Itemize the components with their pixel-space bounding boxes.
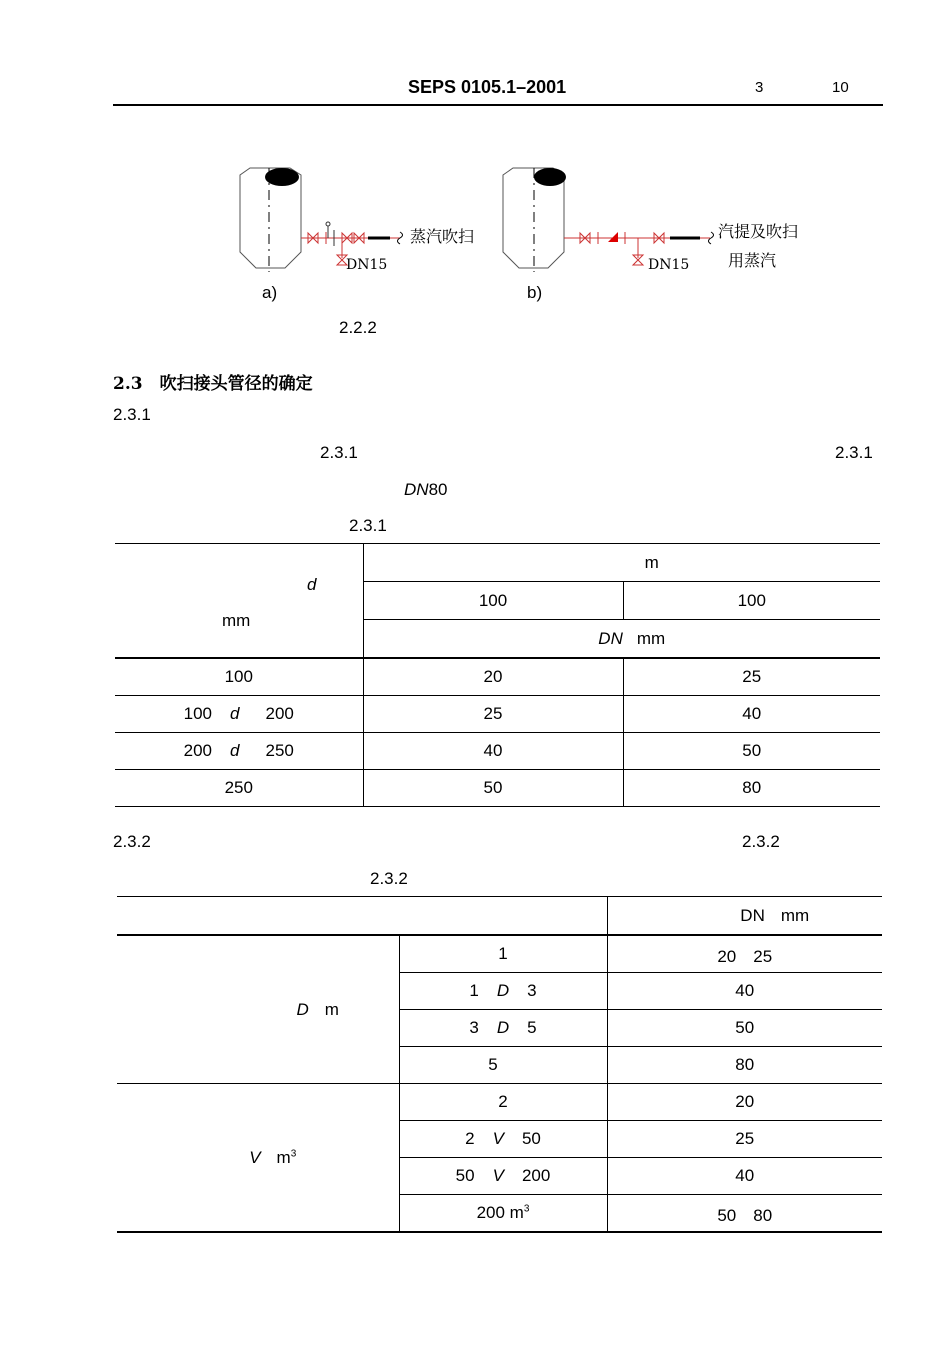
header-rule [113, 104, 883, 106]
table-row: 5 80 [117, 1047, 882, 1084]
table1-caption: 2.3.1 [349, 516, 387, 535]
vessel-b [503, 168, 566, 272]
table2-header-dn: DN mm [607, 897, 882, 936]
steam-label-a: 蒸汽吹扫 [410, 227, 475, 246]
piping-a [301, 222, 474, 273]
table-row: 1 D 3 40 [117, 973, 882, 1010]
page-total: 10 [832, 79, 849, 96]
steam-label-b2: 用蒸汽 [728, 251, 777, 270]
table-row: 50 V 200 40 [117, 1158, 882, 1195]
table-row: 3 D 5 50 [117, 1010, 882, 1047]
table1-header-c1: 100 [363, 582, 623, 620]
symbol-d: d [307, 575, 317, 594]
para-231-number: 2.3.1 [113, 405, 151, 424]
para-231-dn [404, 480, 447, 500]
table-row: 200 $m^3$ 50 80 [117, 1195, 882, 1233]
vessel-a [240, 168, 301, 272]
steam-purge-diagram [230, 160, 820, 280]
table1-header-diameter [115, 544, 363, 659]
table-row: 100 d 200 25 40 [115, 696, 880, 733]
para-232-number: 2.3.2 [113, 832, 151, 851]
doc-id: SEPS 0105.1–2001 [408, 77, 567, 97]
table-row: V $m^3$ 2 20 [117, 1084, 882, 1121]
piping-b [564, 222, 798, 273]
table-row: 200 d 250 40 50 [115, 733, 880, 770]
table2-caption: 2.3.2 [370, 869, 408, 888]
table1-header-dn: DN mm [363, 620, 880, 659]
table-row: 250 50 80 [115, 770, 880, 807]
table2-group-volume: V $m^3$ [117, 1084, 399, 1233]
valve-label-a: DN15 [346, 257, 388, 273]
steam-label-b1: 汽提及吹扫 [718, 222, 799, 241]
table1-header-length: m [363, 544, 880, 582]
table-row: 2 V 50 25 [117, 1121, 882, 1158]
table-2-3-1 [115, 543, 880, 807]
dn-value: 80 [428, 480, 448, 499]
para-231-ref1: 2.3.1 [320, 443, 358, 462]
para-231-ref2: 2.3.1 [835, 443, 873, 462]
caption-a: a) [262, 283, 278, 302]
caption-b: b) [527, 283, 543, 302]
dn-symbol: DN [404, 480, 429, 499]
table-row: D m 1 20 25 [117, 935, 882, 973]
table2-group-diameter: D m [117, 935, 399, 1084]
figure-number: 2.2.2 [339, 318, 377, 337]
valve-label-b: DN15 [648, 257, 690, 273]
table-2-3-2 [117, 896, 882, 1233]
unit-mm: mm [222, 611, 251, 630]
table-row: 100 20 25 [115, 658, 880, 696]
table2-header-blank [117, 897, 607, 936]
section-title: 2.3 吹扫接头管径的确定 [113, 374, 313, 394]
table1-header-c2: 100 [623, 582, 880, 620]
para-232-ref: 2.3.2 [742, 832, 780, 851]
page-number: 3 [755, 79, 764, 96]
